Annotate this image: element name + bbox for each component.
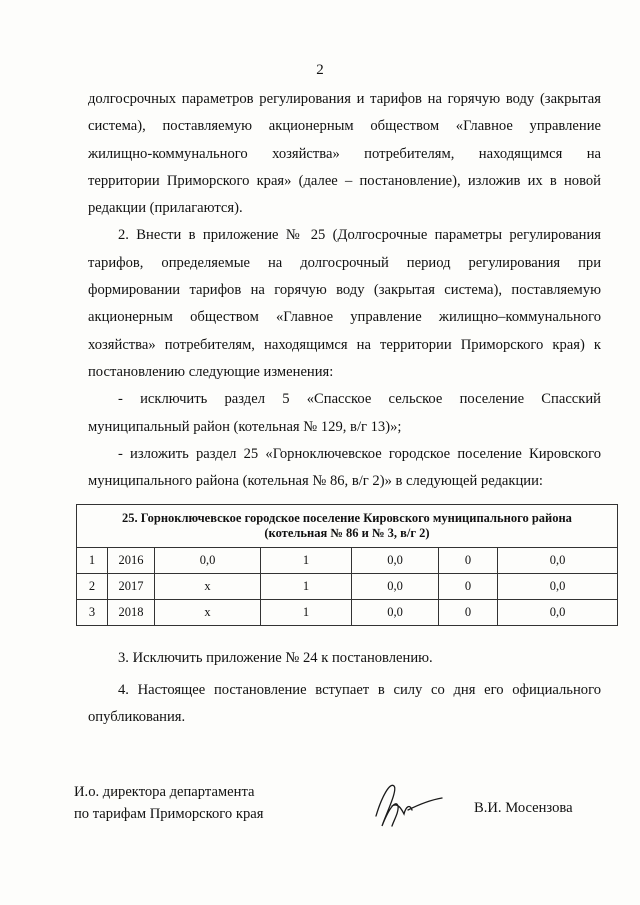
table-cell: 0,0 xyxy=(155,548,261,574)
paragraph-2-line: формировании тарифов на горячую воду (закрытая система), поставляемую xyxy=(88,282,601,299)
signatory-position-line: по тарифам Приморского края xyxy=(74,806,264,822)
table-cell: 2017 xyxy=(108,574,155,600)
table-row xyxy=(77,600,618,626)
table-cell: 0,0 xyxy=(352,574,439,600)
paragraph-4 xyxy=(88,677,601,732)
document-body xyxy=(88,86,601,495)
table-header-line: (котельная № 86 и № 3, в/г 2) xyxy=(264,526,430,540)
paragraph-2-line: постановлению следующие изменения: xyxy=(88,363,334,380)
table-cell: х xyxy=(155,574,261,600)
paragraph-2-line: хозяйства» потребителям, находящимся на территории Приморского края) к xyxy=(88,336,601,353)
paragraph-1-line: редакции (прилагаются). xyxy=(88,200,243,217)
paragraph-4-line: 4. Настоящее постановление вступает в силу со дня его официального xyxy=(118,682,601,698)
paragraph-1-line: жилищно-коммунального хозяйства» потребителям, находящимся на xyxy=(88,145,601,162)
table-cell: 1 xyxy=(77,548,108,574)
table-cell: 1 xyxy=(261,600,352,626)
paragraph-2-line: тарифов, определяемые на долгосрочный период регулирования при xyxy=(88,254,601,271)
table-cell: 2 xyxy=(77,574,108,600)
bullet-1-line: - исключить раздел 5 «Спасское сельское поселение Спасский xyxy=(118,391,601,408)
signatory-position xyxy=(74,781,263,825)
table-cell: 0,0 xyxy=(498,600,618,626)
table-cell: 0 xyxy=(439,600,498,626)
table-header-row xyxy=(77,505,618,548)
table-cell: х xyxy=(155,600,261,626)
table-cell: 0,0 xyxy=(352,600,439,626)
table-cell: 1 xyxy=(261,548,352,574)
table-cell: 2016 xyxy=(108,548,155,574)
paragraph-4-line: опубликования. xyxy=(88,709,186,726)
table-cell: 2018 xyxy=(108,600,155,626)
paragraph-1-line: территории Приморского края» (далее – постановление), изложив их в новой xyxy=(88,172,601,189)
table-cell: 0,0 xyxy=(498,574,618,600)
paragraph-3: 3. Исключить приложение № 24 к постановлению. xyxy=(118,650,433,666)
tariff-table xyxy=(76,504,618,626)
table-row xyxy=(77,548,618,574)
signatory-name: В.И. Мосензова xyxy=(474,800,573,816)
table-cell: 0,0 xyxy=(352,548,439,574)
paragraph-2-line: 2. Внести в приложение № 25 (Долгосрочные параметры регулирования xyxy=(118,227,601,244)
signature-stroke xyxy=(376,785,442,826)
table-cell: 3 xyxy=(77,600,108,626)
signatory-position-line: И.о. директора департамента xyxy=(74,784,255,800)
paragraph-1-line: долгосрочных параметров регулирования и тарифов на горячую воду (закрытая xyxy=(88,91,601,107)
bullet-2-line: муниципального района (котельная № 86, в/г 2)» в следующей редакции: xyxy=(88,473,543,490)
table-cell: 0,0 xyxy=(498,548,618,574)
page-number: 2 xyxy=(316,62,324,78)
paragraph-2-line: акционерным обществом «Главное управление жилищно–коммунального xyxy=(88,309,601,326)
table-header-line: 25. Горноключевское городское поселение Кировского муниципального района xyxy=(122,511,572,525)
table-cell: 0 xyxy=(439,548,498,574)
paragraph-1-line: система), поставляемую акционерным обществом «Главное управление xyxy=(88,118,601,135)
table-row xyxy=(77,574,618,600)
table-cell: 0 xyxy=(439,574,498,600)
table-header-cell xyxy=(77,505,618,548)
table-cell: 1 xyxy=(261,574,352,600)
bullet-1-line: муниципальный район (котельная № 129, в/г 13)»; xyxy=(88,418,402,435)
bullet-2-line: - изложить раздел 25 «Горноключевское городское поселение Кировского xyxy=(118,445,601,462)
handwritten-signature xyxy=(368,776,448,836)
